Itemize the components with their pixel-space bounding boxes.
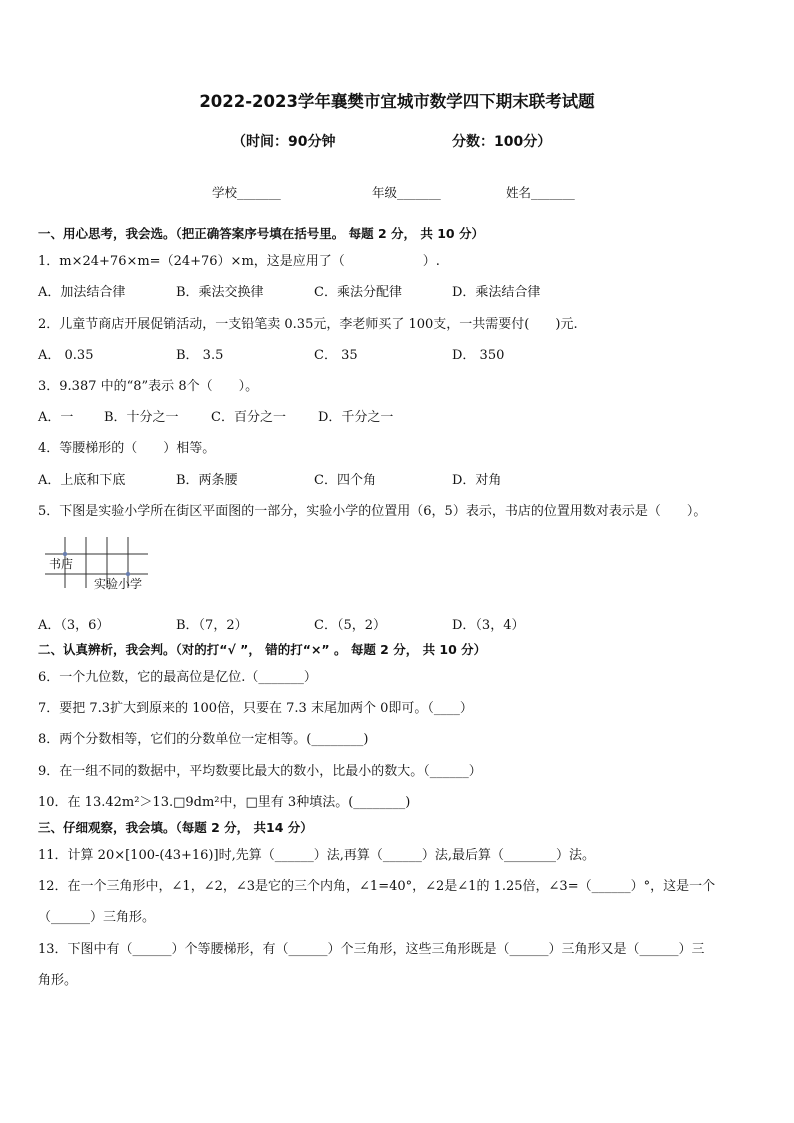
question-1: 1．m×24+76×m=（24+76）×m，这是应用了（ ）. bbox=[38, 254, 440, 269]
question-11: 11．计算 20×[100-(43+16)]时,先算（______）法,再算（______）法,最后算（________）法。 bbox=[38, 848, 595, 863]
q2-option-d: D． 350 bbox=[452, 348, 505, 363]
page-title: 2022-2023学年襄樊市宜城市数学四下期末联考试题 bbox=[199, 92, 595, 111]
question-7: 7．要把 7.3扩大到原来的 100倍，只要在 7.3 末尾加两个 0即可。（____） bbox=[38, 701, 473, 716]
q3-option-d: D．千分之一 bbox=[318, 410, 394, 425]
q3-option-c: C．百分之一 bbox=[211, 410, 286, 425]
section-3-heading: 三、仔细观察，我会填。（每题 2 分， 共14 分） bbox=[38, 820, 313, 835]
q4-option-c: C．四个角 bbox=[314, 473, 376, 488]
q5-option-d: D．（3，4） bbox=[452, 618, 525, 633]
q3-option-b: B．十分之一 bbox=[104, 410, 179, 425]
q3-option-a: A．一 bbox=[38, 410, 74, 425]
exam-time: （时间：90分钟 bbox=[232, 134, 336, 150]
q1-option-a: A．加法结合律 bbox=[38, 285, 126, 300]
map-label-store: 书店 bbox=[49, 557, 74, 571]
q1-option-d: D．乘法结合律 bbox=[452, 285, 541, 300]
question-3: 3．9.387 中的“8”表示 8个（ ）。 bbox=[38, 379, 259, 394]
question-5: 5．下图是实验小学所在街区平面图的一部分，实验小学的位置用（6，5）表示，书店的位置用数对表示是（ ）。 bbox=[38, 504, 707, 519]
school-field: 学校_______ bbox=[212, 185, 281, 200]
q4-option-a: A．上底和下底 bbox=[38, 473, 126, 488]
question-4: 4．等腰梯形的（ ）相等。 bbox=[38, 441, 216, 456]
question-6: 6．一个九位数，它的最高位是亿位.（_______） bbox=[38, 670, 317, 685]
q1-option-c: C．乘法分配律 bbox=[314, 285, 402, 300]
exam-score: 分数：100分） bbox=[452, 134, 552, 150]
section-1-heading: 一、用心思考，我会选。（把正确答案序号填在括号里。 每题 2 分， 共 10 分） bbox=[38, 226, 484, 241]
question-12-line-2: （______）三角形。 bbox=[38, 910, 156, 925]
q2-option-c: C． 35 bbox=[314, 348, 358, 363]
question-13-line-2: 角形。 bbox=[38, 973, 78, 988]
question-8: 8．两个分数相等，它们的分数单位一定相等。(________) bbox=[38, 732, 369, 747]
q4-option-d: D．对角 bbox=[452, 473, 502, 488]
q5-option-c: C．（5，2） bbox=[314, 618, 386, 633]
question-13-line-1: 13．下图中有（______）个等腰梯形，有（______）个三角形，这些三角形既是（______）三角形又是（______）三 bbox=[38, 942, 705, 957]
question-2: 2．儿童节商店开展促销活动，一支铅笔卖 0.35元，李老师买了 100支，一共需要付( )元. bbox=[38, 317, 578, 332]
q1-option-b: B．乘法交换律 bbox=[176, 285, 264, 300]
q2-option-a: A． 0.35 bbox=[38, 348, 94, 363]
section-2-heading: 二、认真辨析，我会判。（对的打“√ ”， 错的打“×” 。 每题 2 分， 共 10 分） bbox=[38, 642, 487, 657]
q4-option-b: B．两条腰 bbox=[176, 473, 238, 488]
question-10: 10．在 13.42m²＞13.□9dm²中，□里有 3种填法。(________) bbox=[38, 795, 411, 810]
question-12-line-1: 12．在一个三角形中，∠1，∠2，∠3是它的三个内角，∠1=40°，∠2是∠1的 1.25倍，∠3=（______）°，这是一个 bbox=[38, 879, 716, 894]
question-9: 9．在一组不同的数据中，平均数要比最大的数小，比最小的数大。（______） bbox=[38, 764, 482, 779]
map-label-school: 实验小学 bbox=[94, 577, 143, 591]
q2-option-b: B． 3.5 bbox=[176, 348, 224, 363]
grade-field: 年级_______ bbox=[372, 185, 441, 200]
q5-option-b: B．（7，2） bbox=[176, 618, 248, 633]
q5-option-a: A．（3，6） bbox=[38, 618, 110, 633]
name-field: 姓名_______ bbox=[506, 185, 575, 200]
